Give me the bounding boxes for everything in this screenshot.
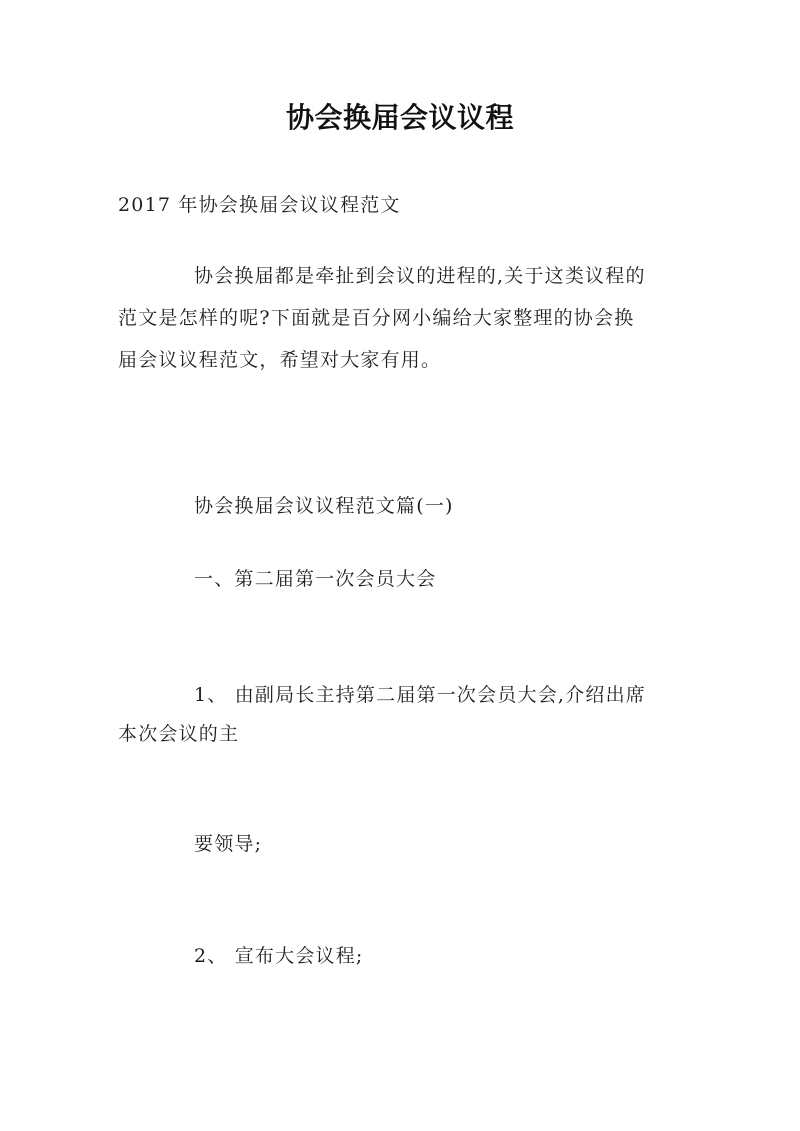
point-1-line-3: 要领导; — [194, 833, 263, 855]
point-1-line-2: 本次会议的主 — [118, 723, 240, 745]
section-heading: 协会换届会议议程范文篇(一) — [194, 495, 454, 517]
intro-line-2: 范文是怎样的呢?下面就是百分网小编给大家整理的协会换 — [118, 307, 635, 329]
point-2: 2、 宣布大会议程; — [194, 945, 364, 967]
intro-line-3: 届会议议程范文，希望对大家有用。 — [118, 349, 442, 371]
point-1-line-1: 1、 由副局长主持第二届第一次会员大会,介绍出席 — [194, 684, 646, 706]
item-heading: 一、第二届第一次会员大会 — [194, 568, 437, 590]
intro-line-1: 协会换届都是牵扯到会议的进程的,关于这类议程的 — [194, 265, 646, 287]
document-title: 协会换届会议议程 — [285, 101, 514, 134]
document-subtitle: 2017 年协会换届会议议程范文 — [118, 194, 401, 216]
